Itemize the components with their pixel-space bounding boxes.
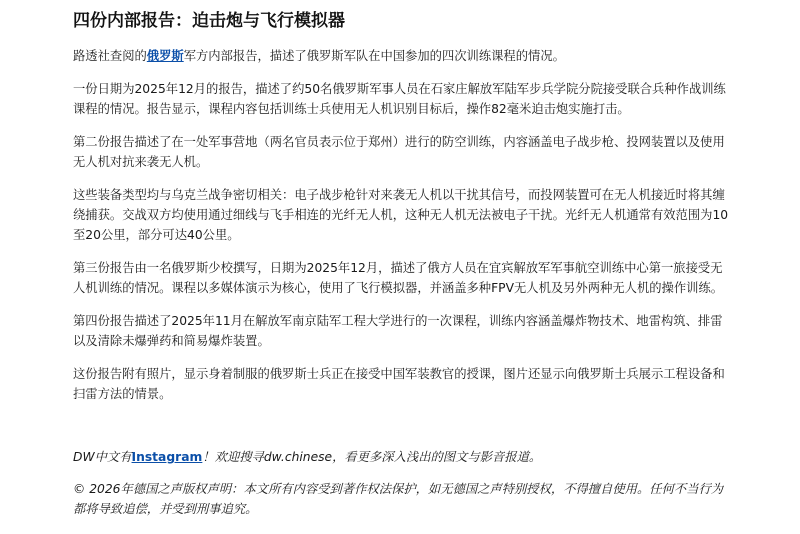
paragraph-intro-text-start: 路透社查阅的 — [73, 49, 147, 63]
footer-copyright: © 2026年德国之声版权声明：本文所有内容受到著作权法保护，如无德国之声特别授权，不得擅自使用。任何不当行为都将导致追偿，并受到刑事追究。 — [73, 482, 724, 516]
paragraph-intro-text-end: 军方内部报告，描述了俄罗斯军队在中国参加的四次训练课程的情况。 — [183, 49, 565, 63]
instagram-link[interactable]: Instagram — [131, 450, 203, 464]
footer-instagram-note — [73, 447, 733, 467]
paragraph-report-three: 第三份报告由一名俄罗斯少校撰写，日期为2025年12月，描述了俄方人员在宜宾解放军军事航空训练中心第一旅接受无人机训练的情况。课程以多媒体演示为核心，使用了飞行模拟器，并涵盖多种FPV无人机及另外两种无人机的操作训练。 — [73, 261, 724, 295]
paragraph-intro — [73, 46, 733, 66]
paragraph-report-four: 第四份报告描述了2025年11月在解放军南京陆军工程大学进行的一次课程，训练内容涵盖爆炸物技术、地雷构筑、排雷以及清除未爆弹药和简易爆炸装置。 — [73, 314, 723, 348]
section-spacer — [73, 417, 733, 447]
paragraph-photos: 这份报告附有照片，显示身着制服的俄罗斯士兵正在接受中国军装教官的授课，图片还显示向俄罗斯士兵展示工程设备和扫雷方法的情景。 — [73, 367, 725, 401]
paragraph-report-one: 一份日期为2025年12月的报告，描述了约50名俄罗斯军事人员在石家庄解放军陆军步兵学院分院接受联合兵种作战训练课程的情况。报告显示，课程内容包括训练士兵使用无人机识别目标后，操作82毫米迫击炮实施打击。 — [73, 82, 726, 116]
paragraph-report-two: 第二份报告描述了在一处军事营地（两名官员表示位于郑州）进行的防空训练，内容涵盖电子战步枪、投网装置以及使用无人机对抗来袭无人机。 — [73, 135, 725, 169]
article-headline: 四份内部报告：迫击炮与飞行模拟器 — [73, 11, 345, 31]
russia-link[interactable]: 俄罗斯 — [146, 49, 184, 63]
paragraph-equipment: 这些装备类型均与乌克兰战争密切相关：电子战步枪针对来袭无人机以干扰其信号，而投网装置可在无人机接近时将其缠绕捕获。交战双方均使用通过细线与飞手相连的光纤无人机，这种无人机无法被电子干扰。光纤无人机通常有效范围为10至20公里，部分可达40公里。 — [73, 188, 729, 242]
footer-note-start: DW中文有 — [73, 450, 132, 464]
article — [73, 8, 733, 531]
footer-note-end: ！欢迎搜寻dw.chinese，看更多深入浅出的图文与影音报道。 — [202, 450, 542, 464]
